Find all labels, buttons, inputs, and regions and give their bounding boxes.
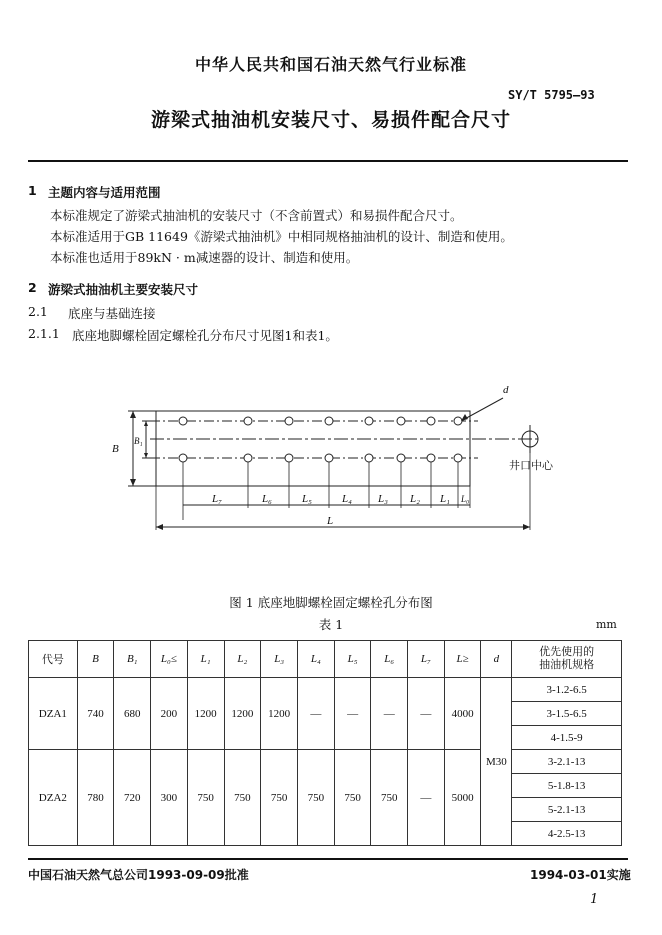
bolt-hole <box>244 417 252 425</box>
label-L0: L₀ <box>461 494 470 504</box>
col-header-B: B <box>77 641 114 678</box>
bolt-hole <box>285 454 293 462</box>
cell-spec: 3-1.5-6.5 <box>512 702 622 726</box>
arrow <box>156 524 163 530</box>
cell-L7: — <box>408 750 445 846</box>
cell-L6: 750 <box>371 750 408 846</box>
cell-d: M30 <box>481 678 512 846</box>
cell-L2: 1200 <box>224 678 261 750</box>
cell-L3: 1200 <box>261 678 298 750</box>
bolt-hole <box>397 417 405 425</box>
base-frame <box>156 411 470 486</box>
bolt-hole <box>454 417 462 425</box>
arrow <box>523 524 530 530</box>
bolt-hole <box>244 454 252 462</box>
section1-number: 1 <box>28 183 37 198</box>
bolt-hole <box>285 417 293 425</box>
arrow <box>461 414 468 421</box>
label-L1: L₁ <box>440 493 450 505</box>
bolt-hole <box>325 454 333 462</box>
col-header-L6: L₆ <box>371 641 408 678</box>
cell-spec: 3-2.1-13 <box>512 750 622 774</box>
arrow <box>130 479 136 486</box>
col-header-spec: 优先使用的 抽油机规格 <box>512 641 622 678</box>
bolt-hole <box>365 454 373 462</box>
label-L6: L₆ <box>262 493 272 505</box>
footer-rule <box>28 858 628 860</box>
cell-B1: 720 <box>114 750 151 846</box>
bolt-hole <box>365 417 373 425</box>
table-row <box>29 678 622 702</box>
arrow <box>144 453 148 458</box>
section2-heading: 游梁式抽油机主要安装尺寸 <box>48 282 199 297</box>
bolt-hole <box>454 454 462 462</box>
cell-spec: 3-1.2-6.5 <box>512 678 622 702</box>
cell-L7: — <box>408 678 445 750</box>
label-d: d <box>503 384 509 396</box>
cell-L4: — <box>298 678 335 750</box>
section1-heading: 主题内容与适用范围 <box>48 185 161 200</box>
cell-L3: 750 <box>261 750 298 846</box>
approval-statement: 中国石油天然气总公司1993-09-09批准 <box>28 868 249 882</box>
cell-L: 5000 <box>444 750 481 846</box>
cell-code: DZA2 <box>29 750 78 846</box>
cell-spec: 4-1.5-9 <box>512 726 622 750</box>
d-leader-line <box>461 398 503 421</box>
cell-code: DZA1 <box>29 678 78 750</box>
col-header-code: 代号 <box>29 641 78 678</box>
subsection-2-1-1-text: 底座地脚螺栓固定螺栓孔分布尺寸见图1和表1。 <box>72 328 338 343</box>
cell-spec: 5-1.8-13 <box>512 774 622 798</box>
bolt-hole <box>397 454 405 462</box>
label-wellhead-center: 井口中心 <box>509 460 553 472</box>
col-header-L1: L₁ <box>187 641 224 678</box>
cell-B: 780 <box>77 750 114 846</box>
organization-title: 中华人民共和国石油天然气行业标准 <box>194 55 467 74</box>
label-L2: L₂ <box>410 493 420 505</box>
col-header-L7: L₇ <box>408 641 445 678</box>
cell-B: 740 <box>77 678 114 750</box>
arrow <box>130 411 136 418</box>
page-number: 1 <box>590 892 599 907</box>
section1-para-1: 本标准规定了游梁式抽油机的安装尺寸（不含前置式）和易损件配合尺寸。 <box>50 208 463 223</box>
section1-para-2: 本标准适用于GB 11649《游梁式抽油机》中相同规格抽油机的设计、制造和使用。 <box>50 229 513 244</box>
label-L5: L₅ <box>302 493 312 505</box>
col-header-L: L≥ <box>444 641 481 678</box>
cell-L5: — <box>334 678 371 750</box>
cell-L4: 750 <box>298 750 335 846</box>
col-header-L2: L₂ <box>224 641 261 678</box>
table-title: 表 1 <box>318 617 344 632</box>
document-title: 游梁式抽油机安装尺寸、易损件配合尺寸 <box>150 109 511 131</box>
col-header-L0: L₀≤ <box>151 641 188 678</box>
cell-L1: 1200 <box>187 678 224 750</box>
subsection-2-1-1-number: 2.1.1 <box>28 326 60 341</box>
label-B: B <box>112 443 119 455</box>
cell-L2: 750 <box>224 750 261 846</box>
label-L4: L₄ <box>342 493 352 505</box>
label-L7: L₇ <box>212 493 222 505</box>
cell-L6: — <box>371 678 408 750</box>
bolt-hole <box>179 454 187 462</box>
label-L: L <box>327 515 334 527</box>
cell-L0: 300 <box>151 750 188 846</box>
figure-caption: 图 1 底座地脚螺栓固定螺栓孔分布图 <box>229 595 433 610</box>
bolt-hole <box>427 417 435 425</box>
cell-L: 4000 <box>444 678 481 750</box>
cell-L5: 750 <box>334 750 371 846</box>
standard-code: SY/T 5795—93 <box>508 88 595 102</box>
section2-number: 2 <box>28 280 37 295</box>
subsection-2-1-number: 2.1 <box>28 304 48 319</box>
bolt-hole <box>179 417 187 425</box>
cell-spec: 5-2.1-13 <box>512 798 622 822</box>
bolt-hole <box>325 417 333 425</box>
cell-L0: 200 <box>151 678 188 750</box>
implementation-date: 1994-03-01实施 <box>530 868 631 882</box>
table-1 <box>28 640 622 846</box>
section1-para-3: 本标准也适用于89kN · m减速器的设计、制造和使用。 <box>50 250 359 265</box>
arrow <box>144 421 148 426</box>
col-header-L4: L₄ <box>298 641 335 678</box>
cell-B1: 680 <box>114 678 151 750</box>
table-header-row <box>29 641 622 678</box>
label-B1: B₁ <box>134 436 143 446</box>
col-header-d: d <box>481 641 512 678</box>
table-unit: mm <box>596 618 617 631</box>
bolt-hole <box>427 454 435 462</box>
col-header-L5: L₅ <box>334 641 371 678</box>
col-header-L3: L₃ <box>261 641 298 678</box>
subsection-2-1-title: 底座与基础连接 <box>68 306 156 321</box>
cell-L1: 750 <box>187 750 224 846</box>
label-L3: L₃ <box>378 493 388 505</box>
table-row <box>29 750 622 774</box>
col-header-B1: B₁ <box>114 641 151 678</box>
cell-spec: 4-2.5-13 <box>512 822 622 846</box>
